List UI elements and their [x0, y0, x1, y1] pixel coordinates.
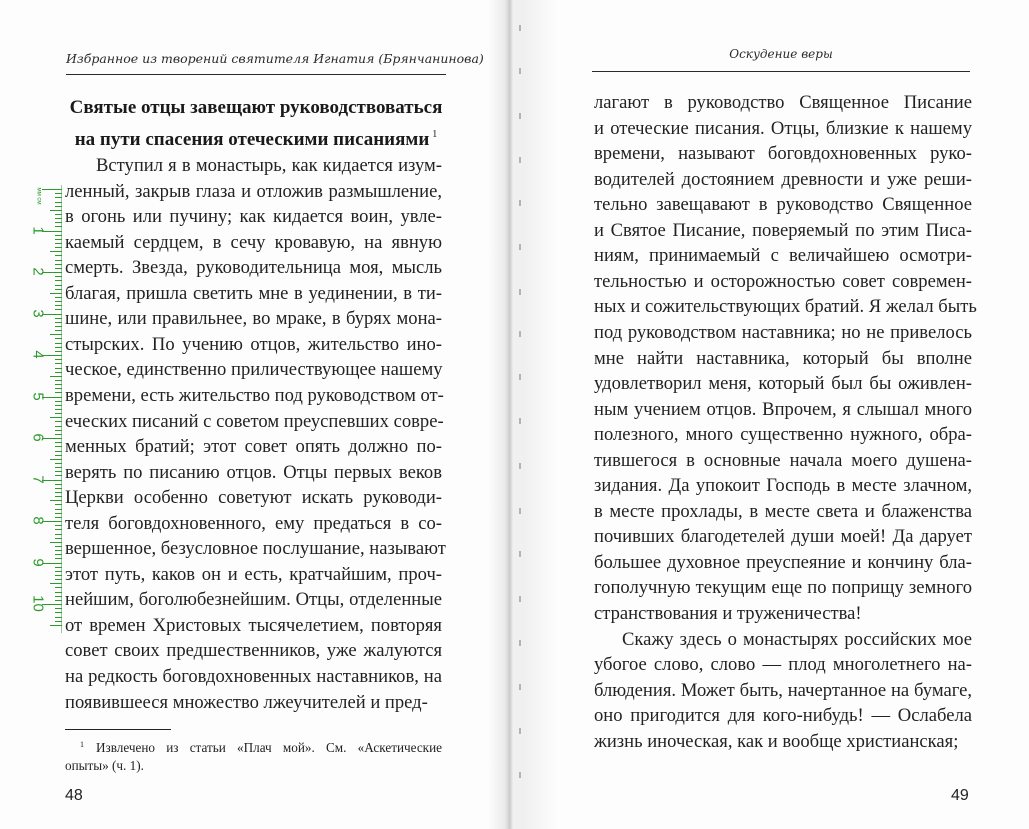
- ruler-tick: [55, 343, 62, 344]
- chapter-title: [60, 94, 452, 153]
- text-line: ленный, закрыв глаза и отложив размышление,: [65, 180, 442, 202]
- spine-stitch: [519, 244, 521, 250]
- text-line: Церкви особенно советуют искать руководи-: [65, 487, 442, 509]
- ruler-tick: [42, 189, 62, 190]
- ruler-tick: [55, 596, 62, 597]
- text-line: Скажу здесь о монастырях российских мое: [622, 628, 972, 650]
- scan-ruler: [30, 185, 64, 633]
- ruler-tick: [55, 434, 62, 435]
- ruler-tick: [55, 592, 62, 593]
- text-line: шине, или правильнее, во мраке, в бурях мона-: [65, 308, 442, 330]
- text-line: смерть. Звезда, руководительница моя, мысль: [65, 257, 442, 279]
- ruler-tick: [55, 463, 62, 464]
- text-line: большее духовное преуспеяние и кончину бла-: [594, 551, 972, 573]
- ruler-tick: [55, 442, 62, 443]
- ruler-tick: [50, 459, 62, 460]
- text-line: странствования и труженичества!: [594, 603, 862, 624]
- ruler-number: 10: [29, 595, 47, 612]
- ruler-tick: [55, 550, 62, 551]
- ruler-tick: [55, 330, 62, 331]
- ruler-tick: [50, 376, 62, 377]
- ruler-number: 1: [29, 225, 47, 235]
- ruler-tick: [55, 226, 62, 227]
- left-page-number: 48: [65, 787, 83, 804]
- text-line: и Святое Писание, поверяемый по этим Писа-: [594, 219, 972, 241]
- right-header-rule: [592, 71, 970, 72]
- spine-stitch: [519, 463, 521, 469]
- ruler-tick: [55, 359, 62, 360]
- ruler-tick: [55, 197, 62, 198]
- text-line: в огонь или пучину; как кидается воин, увле-: [65, 206, 442, 228]
- ruler-tick: [55, 608, 62, 609]
- book-spine-gutter: [488, 0, 558, 829]
- ruler-tick: [55, 368, 62, 369]
- text-line: этот путь, каков он и есть, кратчайшим, проч-: [65, 563, 442, 585]
- ruler-tick: [55, 509, 62, 510]
- ruler-tick: [55, 455, 62, 456]
- ruler-tick: [55, 409, 62, 410]
- text-line: жизнь иноческая, как и вообще христианская;: [594, 730, 959, 752]
- ruler-tick: [55, 214, 62, 215]
- ruler-tick: [55, 239, 62, 240]
- ruler-tick: [55, 504, 62, 505]
- ruler-tick: [55, 305, 62, 306]
- text-line: полезного, много существенно нужного, обра-: [594, 424, 972, 446]
- ruler-tick: [55, 546, 62, 547]
- ruler-tick: [55, 247, 62, 248]
- text-line: лагают в руководство Священное Писание: [594, 92, 972, 113]
- ruler-tick: [55, 401, 62, 402]
- text-line: благая, пришла светить мне в уединении, в ти-: [65, 282, 442, 304]
- footnote-separator: [65, 729, 171, 730]
- right-running-header: Оскудение веры: [729, 47, 833, 61]
- ruler-tick: [55, 405, 62, 406]
- ruler-tick: [55, 206, 62, 207]
- ruler-tick: [55, 264, 62, 265]
- text-line: мне найти наставника, который бы вполне: [594, 347, 972, 369]
- text-line: теля боговдохновенного, ему предаться в со-: [65, 512, 442, 534]
- ruler-tick: [55, 338, 62, 339]
- ruler-tick: [55, 558, 62, 559]
- ruler-number: 3: [29, 308, 47, 318]
- ruler-tick: [55, 380, 62, 381]
- ruler-tick: [55, 484, 62, 485]
- ruler-tick: [50, 251, 62, 252]
- ruler-tick: [55, 571, 62, 572]
- ruler-tick: [55, 222, 62, 223]
- ruler-tick: [55, 621, 62, 622]
- ruler-tick: [55, 587, 62, 588]
- chapter-title-line-1: Святые отцы завещают руководствоваться: [69, 97, 443, 118]
- ruler-tick: [55, 202, 62, 203]
- ruler-tick: [55, 525, 62, 526]
- text-line: убогое слово, слово — плод многолетнего на-: [594, 654, 972, 676]
- text-line: от времен Христовых тысячелетием, повторяя: [65, 614, 442, 636]
- ruler-tick: [50, 293, 62, 294]
- right-page-number: 49: [951, 787, 969, 804]
- ruler-number: 7: [29, 474, 47, 484]
- ruler-tick: [55, 617, 62, 618]
- ruler-tick: [55, 446, 62, 447]
- ruler-tick: [55, 579, 62, 580]
- ruler-tick: [50, 334, 62, 335]
- ruler-tick: [55, 413, 62, 414]
- ruler-tick: [55, 451, 62, 452]
- text-line: в месте прохлады, в месте света и блаженства: [594, 500, 972, 522]
- ruler-tick: [55, 326, 62, 327]
- ruler-unit-label: мм см: [35, 187, 42, 205]
- left-header-rule: [66, 74, 446, 75]
- text-line: и отеческие писания. Отцы, близкие к нашему: [594, 117, 972, 139]
- text-line: ниям, принимаемый с величайшею осмотри-: [594, 245, 972, 267]
- text-line: тельно завещавают в руководство Священное: [594, 194, 972, 216]
- ruler-tick: [55, 255, 62, 256]
- spine-stitch: [519, 640, 521, 646]
- ruler-tick: [55, 297, 62, 298]
- ruler-tick: [55, 492, 62, 493]
- left-running-header: Избранное из творений святителя Игнатия (Брянчанинова): [66, 51, 484, 66]
- ruler-tick: [55, 392, 62, 393]
- text-line: менных братий; этот совет опять должно по-: [65, 436, 442, 458]
- text-line: каемый сердцем, в сечу кровавую, на явную: [65, 231, 442, 253]
- ruler-number: 5: [29, 391, 47, 401]
- text-line: ческое, единственно приличествующее нашему: [65, 359, 443, 381]
- spine-stitch: [519, 331, 521, 337]
- spine-stitch: [519, 508, 521, 514]
- spine-stitch: [519, 200, 521, 206]
- text-line: почивших благодетелей души моей! Да дарует: [594, 526, 972, 548]
- ruler-tick: [55, 575, 62, 576]
- spine-stitch: [519, 25, 521, 31]
- text-line: Вступил я в монастырь, как кидается изум-: [96, 155, 442, 176]
- ruler-tick: [55, 554, 62, 555]
- spine-stitch: [519, 68, 521, 74]
- spine-stitch: [519, 596, 521, 602]
- text-line: совет своих предшественников, уже жалуются: [65, 640, 442, 662]
- text-line: оно пригодится для кого-нибудь! — Ослабела: [594, 705, 972, 727]
- text-line: зидания. Да упокоит Господь в месте злачном,: [594, 475, 972, 497]
- spine-stitch: [519, 374, 521, 380]
- ruler-tick: [50, 625, 62, 626]
- text-line: нейшим, боголюбезнейшим. Отцы, отделенные: [65, 589, 442, 611]
- ruler-tick: [55, 193, 62, 194]
- text-line: времени, есть жительство под руководством от-: [65, 384, 444, 406]
- ruler-tick: [55, 600, 62, 601]
- ruler-tick: [55, 421, 62, 422]
- ruler-tick: [55, 280, 62, 281]
- ruler-tick: [50, 542, 62, 543]
- ruler-tick: [55, 301, 62, 302]
- ruler-tick: [55, 351, 62, 352]
- footnote-reference[interactable]: 1: [432, 129, 438, 140]
- spine-stitch: [519, 418, 521, 424]
- footnote-mark: 1: [80, 740, 84, 749]
- ruler-tick: [55, 496, 62, 497]
- ruler-tick: [55, 426, 62, 427]
- ruler-number: 2: [29, 267, 47, 276]
- ruler-tick: [55, 322, 62, 323]
- ruler-tick: [55, 235, 62, 236]
- ruler-number: 8: [29, 516, 47, 525]
- ruler-tick: [55, 243, 62, 244]
- ruler-tick: [50, 417, 62, 418]
- ruler-tick: [55, 268, 62, 269]
- spine-stitch: [519, 728, 521, 734]
- text-line: водителей достоянием древности и уже реши-: [594, 168, 972, 190]
- text-line: времени, называют боговдохновенных руко-: [594, 143, 972, 165]
- ruler-tick: [55, 260, 62, 261]
- ruler-tick: [55, 517, 62, 518]
- ruler-tick: [55, 388, 62, 389]
- text-line: под руководством наставника; но не привелось: [594, 321, 972, 343]
- ruler-tick: [55, 384, 62, 385]
- ruler-number: 4: [29, 350, 47, 359]
- ruler-tick: [55, 538, 62, 539]
- ruler-tick: [55, 475, 62, 476]
- text-line: тельностью и осторожностью совет современ-: [594, 270, 972, 292]
- ruler-tick: [55, 309, 62, 310]
- ruler-tick: [55, 363, 62, 364]
- ruler-tick: [55, 218, 62, 219]
- ruler-tick: [55, 347, 62, 348]
- ruler-number: 6: [29, 433, 47, 442]
- ruler-tick: [55, 529, 62, 530]
- ruler-number: 9: [29, 557, 47, 567]
- text-line: ных и сожительствующих братий. Я желал быть: [594, 296, 977, 318]
- spine-stitch: [519, 551, 521, 557]
- text-line: верять по писанию отцов. Отцы первых веков: [65, 461, 442, 483]
- text-line: блюдения. Может быть, начертанное на бумаге,: [594, 679, 972, 701]
- text-line: на редкость боговдохновенных наставников, на: [65, 666, 442, 687]
- text-line: ным учением отцов. Впрочем, я слышал много: [594, 398, 972, 420]
- ruler-tick: [55, 488, 62, 489]
- chapter-title-line-2: на пути спасения отеческими писаниями $^1$: [74, 129, 438, 150]
- ruler-tick: [55, 372, 62, 373]
- text-line: удовлетворил меня, который был бы оживлен-: [594, 373, 972, 395]
- text-line: вершенное, безусловное послушание, называют: [65, 538, 446, 560]
- text-line: еческих писаний с советом преуспевших совре-: [65, 410, 444, 432]
- ruler-tick: [55, 285, 62, 286]
- spine-stitch: [519, 113, 521, 119]
- ruler-tick: [55, 318, 62, 319]
- ruler-tick: [55, 567, 62, 568]
- spine-stitch: [519, 772, 521, 778]
- ruler-tick: [55, 289, 62, 290]
- ruler-tick: [50, 583, 62, 584]
- text-line: тившегося в основные начала моего душена-: [594, 449, 972, 471]
- ruler-tick: [55, 612, 62, 613]
- spine-stitch: [519, 157, 521, 163]
- footnote-line-1: $^1$ Извлечено из статьи «Плач мой». См. «Аскетические: [80, 740, 442, 755]
- ruler-tick: [55, 430, 62, 431]
- spine-stitch: [519, 684, 521, 690]
- ruler-tick: [55, 467, 62, 468]
- spine-stitch: [519, 289, 521, 295]
- ruler-tick: [50, 500, 62, 501]
- text-line: гополучную текущим еще по поприщу земного: [594, 577, 972, 599]
- text-line: появившееся множество лжеучителей и пред-: [65, 691, 428, 713]
- ruler-tick: [50, 210, 62, 211]
- ruler-tick: [55, 276, 62, 277]
- ruler-tick: [55, 471, 62, 472]
- text-line: стырских. По учению отцов, жительство ино-: [65, 333, 442, 355]
- ruler-tick: [55, 513, 62, 514]
- footnote-line-2: опыты» (ч. 1).: [65, 758, 144, 773]
- ruler-tick: [55, 534, 62, 535]
